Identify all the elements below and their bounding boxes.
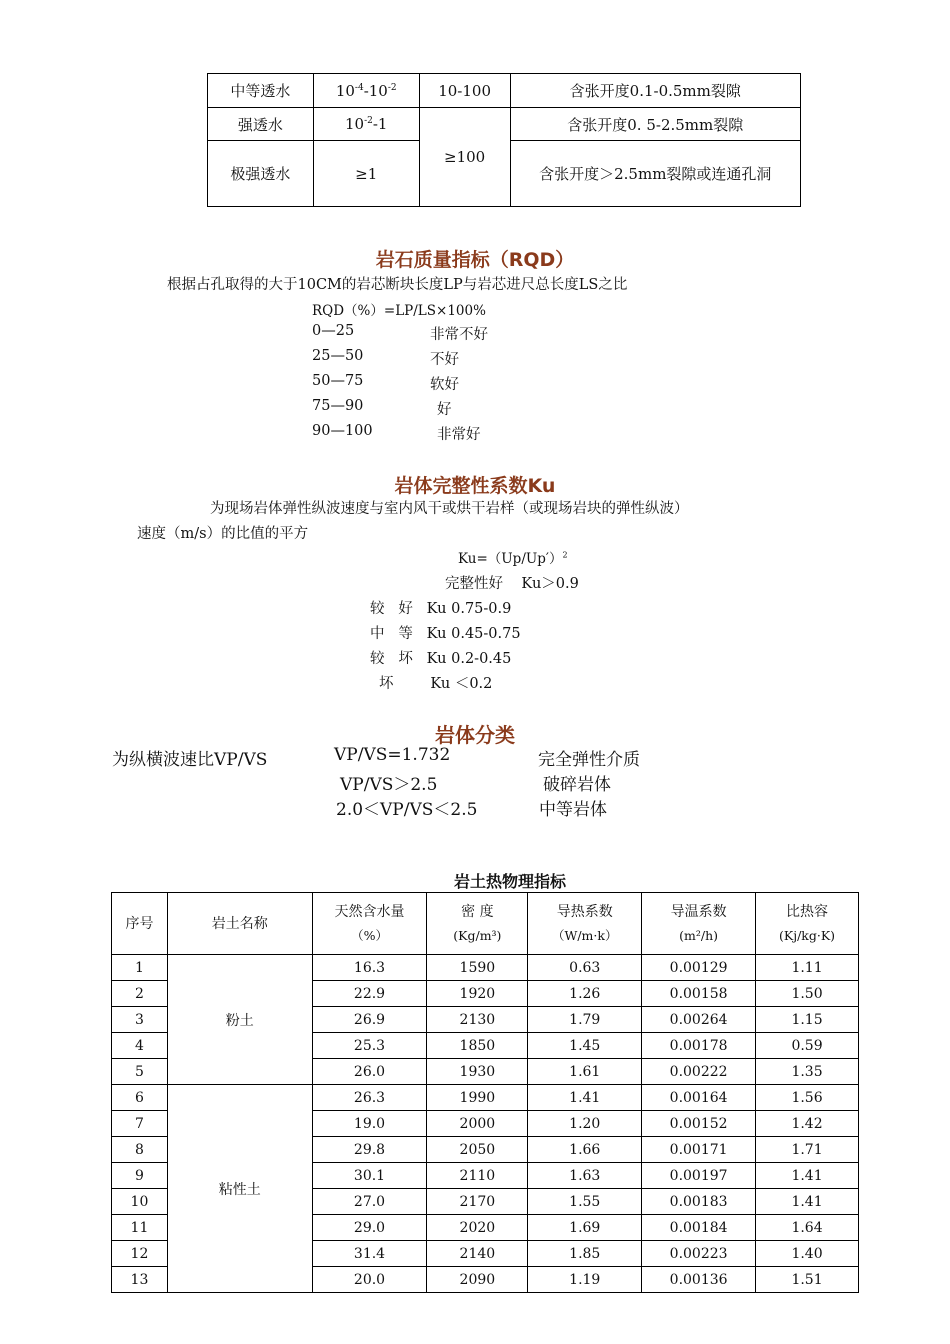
perm-q-merged: ≥100: [419, 108, 510, 207]
perm-name: 中等透水: [208, 74, 314, 108]
cell-rho: 1590: [427, 955, 528, 981]
perm-coef: $10^{-2}-1$: [313, 108, 419, 141]
cell-no: 3: [112, 1007, 168, 1033]
cell-w: 29.8: [312, 1137, 427, 1163]
cell-no: 1: [112, 955, 168, 981]
cell-rho: 2050: [427, 1137, 528, 1163]
cell-lam: 1.69: [528, 1215, 642, 1241]
cell-lam: 1.19: [528, 1267, 642, 1293]
cell-rho: 2090: [427, 1267, 528, 1293]
cell-rho: 1850: [427, 1033, 528, 1059]
cell-c: 1.64: [756, 1215, 859, 1241]
table-row: [112, 1085, 859, 1111]
cell-lam: 1.26: [528, 981, 642, 1007]
cell-rho: 2020: [427, 1215, 528, 1241]
class-label: 完全弹性介质: [538, 750, 640, 770]
cell-c: 1.71: [756, 1137, 859, 1163]
perm-name: 极强透水: [208, 141, 314, 207]
cell-a: 0.00183: [642, 1189, 756, 1215]
rqd-label: 非常好: [437, 427, 481, 443]
perm-coef: $10^{-4}-10^{-2}$: [313, 74, 419, 108]
cell-c: 0.59: [756, 1033, 859, 1059]
rqd-range: 25—50: [312, 348, 364, 364]
cell-a: 0.00184: [642, 1215, 756, 1241]
class-label: 破碎岩体: [543, 775, 611, 795]
rqd-formula: RQD（%）=LP/LS×100%: [312, 303, 486, 319]
class-label: 中等岩体: [539, 800, 607, 820]
cell-rho: 2110: [427, 1163, 528, 1189]
cell-rho: 1930: [427, 1059, 528, 1085]
cell-lam: 1.45: [528, 1033, 642, 1059]
column-header: 比热容 (Kj/kg·K): [756, 893, 859, 955]
perm-q: 10-100: [419, 74, 510, 108]
cell-no: 12: [112, 1241, 168, 1267]
cell-w: 26.3: [312, 1085, 427, 1111]
class-condition: 2.0＜VP/VS＜2.5: [336, 800, 478, 820]
cell-c: 1.51: [756, 1267, 859, 1293]
ku-heading: 岩体完整性系数Ku: [394, 475, 556, 497]
column-header: 天然含水量 （%）: [312, 893, 427, 955]
rqd-label: 不好: [430, 352, 459, 368]
cell-rho: 1990: [427, 1085, 528, 1111]
cell-lam: 1.41: [528, 1085, 642, 1111]
cell-a: 0.00158: [642, 981, 756, 1007]
cell-a: 0.00223: [642, 1241, 756, 1267]
cell-a: 0.00222: [642, 1059, 756, 1085]
cell-no: 4: [112, 1033, 168, 1059]
column-header: 密 度 (Kg/m³): [427, 893, 528, 955]
rqd-range: 0—25: [312, 323, 355, 339]
cell-lam: 1.66: [528, 1137, 642, 1163]
cell-lam: 1.85: [528, 1241, 642, 1267]
cell-no: 6: [112, 1085, 168, 1111]
column-header: 岩土名称: [167, 893, 312, 955]
cell-c: 1.42: [756, 1111, 859, 1137]
permeability-table: [207, 73, 801, 207]
thermo-table-title: 岩土热物理指标: [453, 872, 566, 891]
column-header: 导温系数 (m²/h): [642, 893, 756, 955]
rqd-label: 好: [437, 402, 452, 418]
ku-level: 坏 Ku ＜0.2: [379, 676, 493, 692]
class-intro: 为纵横波速比VP/VS: [112, 750, 268, 770]
cell-lam: 1.61: [528, 1059, 642, 1085]
cell-a: 0.00197: [642, 1163, 756, 1189]
cell-rho: 2130: [427, 1007, 528, 1033]
class-condition: VP/VS＞2.5: [340, 775, 438, 795]
cell-no: 11: [112, 1215, 168, 1241]
perm-desc: 含张开度＞2.5mm裂隙或连通孔洞: [510, 141, 800, 207]
cell-a: 0.00152: [642, 1111, 756, 1137]
cell-c: 1.15: [756, 1007, 859, 1033]
cell-a: 0.00136: [642, 1267, 756, 1293]
ku-level: 较 坏 Ku 0.2-0.45: [370, 651, 512, 667]
perm-desc: 含张开度0.1-0.5mm裂隙: [510, 74, 800, 108]
cell-a: 0.00264: [642, 1007, 756, 1033]
cell-a: 0.00178: [642, 1033, 756, 1059]
ku-formula: $Ku=(Up/Up')^2$: [458, 550, 568, 567]
perm-name: 强透水: [208, 108, 314, 141]
cell-lam: 1.79: [528, 1007, 642, 1033]
ku-level: 中 等 Ku 0.45-0.75: [370, 626, 521, 642]
cell-a: 0.00164: [642, 1085, 756, 1111]
perm-desc: 含张开度0. 5-2.5mm裂隙: [510, 108, 800, 141]
column-header: 序号: [112, 893, 168, 955]
cell-lam: 1.55: [528, 1189, 642, 1215]
cell-a: 0.00171: [642, 1137, 756, 1163]
ku-description-line2: 速度（m/s）的比值的平方: [137, 526, 309, 542]
cell-c: 1.40: [756, 1241, 859, 1267]
rqd-heading: 岩石质量指标（RQD）: [375, 249, 575, 271]
cell-no: 8: [112, 1137, 168, 1163]
class-condition: VP/VS=1.732: [334, 745, 451, 765]
cell-c: 1.11: [756, 955, 859, 981]
cell-no: 2: [112, 981, 168, 1007]
perm-coef: ≥1: [313, 141, 419, 207]
cell-w: 27.0: [312, 1189, 427, 1215]
rqd-range: 50—75: [312, 373, 364, 389]
cell-w: 25.3: [312, 1033, 427, 1059]
thermo-table: [111, 892, 859, 1293]
rqd-range: 75—90: [312, 398, 364, 414]
cell-no: 10: [112, 1189, 168, 1215]
cell-w: 26.0: [312, 1059, 427, 1085]
cell-w: 16.3: [312, 955, 427, 981]
class-heading: 岩体分类: [435, 723, 515, 747]
cell-rho: 2000: [427, 1111, 528, 1137]
cell-w: 20.0: [312, 1267, 427, 1293]
rqd-label: 软好: [430, 377, 459, 393]
cell-soil-name: 粘性土: [167, 1085, 312, 1293]
cell-w: 22.9: [312, 981, 427, 1007]
ku-description-line1: 为现场岩体弹性纵波速度与室内风干或烘干岩样（或现场岩块的弹性纵波）: [210, 501, 689, 517]
table-header-row: [112, 893, 859, 955]
cell-w: 31.4: [312, 1241, 427, 1267]
cell-no: 9: [112, 1163, 168, 1189]
cell-lam: 0.63: [528, 955, 642, 981]
table-row: [112, 955, 859, 981]
cell-c: 1.41: [756, 1163, 859, 1189]
rqd-label: 非常不好: [430, 327, 488, 343]
cell-c: 1.35: [756, 1059, 859, 1085]
cell-a: 0.00129: [642, 955, 756, 981]
cell-lam: 1.63: [528, 1163, 642, 1189]
cell-c: 1.56: [756, 1085, 859, 1111]
column-header: 导热系数 （W/m·k）: [528, 893, 642, 955]
cell-c: 1.41: [756, 1189, 859, 1215]
cell-w: 19.0: [312, 1111, 427, 1137]
cell-c: 1.50: [756, 981, 859, 1007]
cell-rho: 2170: [427, 1189, 528, 1215]
ku-level: 完整性好 Ku＞0.9: [445, 576, 579, 592]
ku-level: 较 好 Ku 0.75-0.9: [370, 601, 512, 617]
cell-no: 13: [112, 1267, 168, 1293]
table-row: [208, 108, 801, 141]
table-row: [208, 74, 801, 108]
cell-lam: 1.20: [528, 1111, 642, 1137]
rqd-range: 90—100: [312, 423, 373, 439]
cell-rho: 1920: [427, 981, 528, 1007]
cell-soil-name: 粉土: [167, 955, 312, 1085]
cell-no: 5: [112, 1059, 168, 1085]
cell-w: 30.1: [312, 1163, 427, 1189]
cell-rho: 2140: [427, 1241, 528, 1267]
cell-no: 7: [112, 1111, 168, 1137]
cell-w: 26.9: [312, 1007, 427, 1033]
cell-w: 29.0: [312, 1215, 427, 1241]
rqd-description: 根据占孔取得的大于10CM的岩芯断块长度LP与岩芯进尺总长度LS之比: [167, 277, 628, 293]
